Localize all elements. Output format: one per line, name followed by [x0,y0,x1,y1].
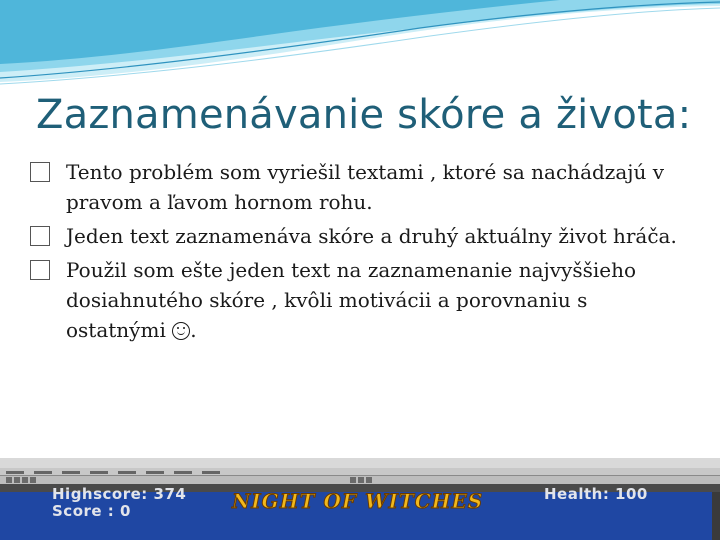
bullet-item [30,255,680,345]
bullet-list [30,157,680,349]
bullet-text: Jeden text zaznamenáva skóre a druhý aktuálny život hráča. [66,224,677,248]
editor-scrollbar [712,492,720,540]
header-wave-decoration [0,0,720,90]
health-label: Health: 100 [544,485,648,503]
score-label: Score : 0 [52,502,131,520]
bullet-item [30,157,680,217]
bullet-marker-icon [30,162,50,182]
smiley-icon [172,322,190,340]
editor-menubar [0,468,720,476]
game-screenshot [0,458,720,540]
bullet-marker-icon [30,260,50,280]
bullet-marker-icon [30,226,50,246]
bullet-suffix: . [190,318,197,342]
highscore-label: Highscore: 374 [52,485,187,503]
bullet-text: Použil som ešte jeden text na zaznamenanie najvyššieho dosiahnutého skóre , kvôli motivácii a porovnaniu s ostatnými [66,258,636,342]
bullet-text: Tento problém som vyriešil textami , ktoré sa nachádzajú v pravom a ľavom hornom rohu. [66,160,664,214]
slide-title: Zaznamenávanie skóre a života: [36,92,692,138]
bullet-item [30,221,680,251]
game-logo: NIGHT OF WITCHES [232,489,484,513]
